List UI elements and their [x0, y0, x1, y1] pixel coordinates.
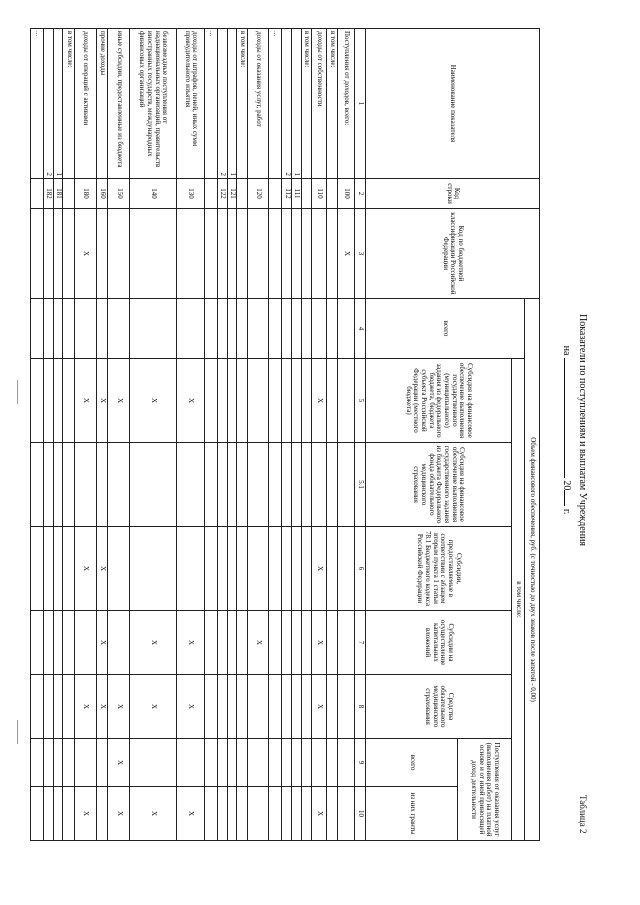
- row-cell: [282, 675, 292, 739]
- row-cell: X: [312, 359, 327, 443]
- row-cell: [31, 739, 44, 787]
- row-cell: X: [177, 359, 205, 443]
- row-code: 182: [44, 179, 54, 209]
- row-cell: [282, 209, 292, 299]
- row-name: 2: [44, 29, 54, 179]
- row-cell: X: [312, 611, 327, 675]
- row-cell: [177, 443, 205, 527]
- row-code: 111: [292, 179, 302, 209]
- table-row: [177, 29, 205, 841]
- row-cell: [301, 527, 312, 611]
- row-cell: X: [96, 611, 108, 675]
- date-blank: [564, 358, 574, 478]
- row-code: [31, 179, 44, 209]
- row-cell: [282, 611, 292, 675]
- row-cell: [227, 359, 237, 443]
- row-cell: [129, 527, 176, 611]
- row-cell: [75, 299, 96, 359]
- table-row: [312, 29, 327, 841]
- row-cell: [237, 739, 248, 787]
- row-cell: [63, 527, 75, 611]
- row-cell: [237, 209, 248, 299]
- row-cell: [205, 739, 218, 787]
- row-code: 121: [227, 179, 237, 209]
- row-cell: [217, 443, 227, 527]
- row-cell: [292, 675, 302, 739]
- row-cell: X: [177, 787, 205, 841]
- row-cell: [217, 611, 227, 675]
- row-cell: [282, 359, 292, 443]
- row-cell: [227, 299, 237, 359]
- row-cell: X: [248, 611, 269, 675]
- row-cell: [177, 299, 205, 359]
- row-cell: [205, 787, 218, 841]
- row-name: доходы от оказания услуг, работ: [248, 29, 269, 179]
- row-name: 1: [53, 29, 63, 179]
- row-cell: [292, 359, 302, 443]
- row-cell: [205, 611, 218, 675]
- row-cell: [292, 787, 302, 841]
- row-code: 140: [129, 179, 176, 209]
- row-code: 130: [177, 179, 205, 209]
- header-col-10: из них гранты: [366, 787, 458, 841]
- row-name: ...: [205, 29, 218, 179]
- row-cell: [292, 443, 302, 527]
- row-name: в том числе:: [237, 29, 248, 179]
- row-cell: [301, 675, 312, 739]
- date-line: [561, 300, 574, 560]
- row-cell: [338, 675, 355, 739]
- row-cell: X: [177, 611, 205, 675]
- column-number-9: 9: [355, 739, 366, 787]
- table-row: [96, 29, 108, 841]
- column-number-8: 8: [355, 675, 366, 739]
- table-row: [327, 29, 338, 841]
- column-number-5: 5.1: [355, 443, 366, 527]
- row-code: 100: [338, 179, 355, 209]
- row-cell: X: [312, 675, 327, 739]
- row-cell: [75, 611, 96, 675]
- row-cell: X: [338, 209, 355, 299]
- row-cell: [63, 675, 75, 739]
- row-cell: [327, 787, 338, 841]
- header-col-9: всего: [366, 739, 458, 787]
- row-cell: [31, 443, 44, 527]
- row-cell: [217, 359, 227, 443]
- table-row: [75, 29, 96, 841]
- row-cell: [292, 209, 302, 299]
- row-code: [301, 179, 312, 209]
- year-blank: [564, 490, 574, 506]
- row-cell: [338, 527, 355, 611]
- row-cell: [338, 299, 355, 359]
- row-cell: [217, 787, 227, 841]
- row-cell: [312, 209, 327, 299]
- row-cell: [205, 299, 218, 359]
- row-name: в том числе:: [327, 29, 338, 179]
- row-cell: X: [312, 527, 327, 611]
- row-cell: [282, 443, 292, 527]
- row-code: 110: [312, 179, 327, 209]
- row-name: доходы от операций с активами: [75, 29, 96, 179]
- row-cell: X: [75, 527, 96, 611]
- row-name: ...: [31, 29, 44, 179]
- row-cell: X: [129, 675, 176, 739]
- row-cell: [53, 359, 63, 443]
- row-cell: [63, 739, 75, 787]
- row-cell: [301, 443, 312, 527]
- row-cell: [327, 299, 338, 359]
- row-cell: [205, 443, 218, 527]
- column-number-1: 2: [355, 179, 366, 209]
- row-cell: [301, 611, 312, 675]
- row-cell: [129, 209, 176, 299]
- row-code: [269, 179, 282, 209]
- row-cell: X: [75, 209, 96, 299]
- row-cell: [282, 787, 292, 841]
- row-cell: [237, 675, 248, 739]
- row-cell: [327, 209, 338, 299]
- date-prefix: на: [561, 345, 572, 356]
- row-cell: [53, 787, 63, 841]
- row-code: 120: [248, 179, 269, 209]
- row-cell: [217, 739, 227, 787]
- row-cell: [44, 527, 54, 611]
- header-bk: Код по бюджетной классификации Российской Федерации: [366, 209, 540, 299]
- row-cell: [292, 299, 302, 359]
- table-row: [63, 29, 75, 841]
- row-code: 150: [108, 179, 129, 209]
- row-cell: [269, 443, 282, 527]
- table-body: [31, 29, 540, 841]
- table-row: [301, 29, 312, 841]
- row-cell: [292, 611, 302, 675]
- row-cell: [227, 739, 237, 787]
- row-cell: [301, 209, 312, 299]
- row-name: 1: [227, 29, 237, 179]
- table-row: [108, 29, 129, 841]
- row-cell: [96, 299, 108, 359]
- row-cell: [338, 611, 355, 675]
- row-cell: [31, 209, 44, 299]
- column-number-10: 10: [355, 787, 366, 841]
- row-cell: [237, 527, 248, 611]
- row-cell: [248, 209, 269, 299]
- row-name: доходы от собственности: [312, 29, 327, 179]
- row-cell: [177, 527, 205, 611]
- row-cell: [269, 527, 282, 611]
- row-code: 180: [75, 179, 96, 209]
- row-cell: [227, 611, 237, 675]
- row-code: 181: [53, 179, 63, 209]
- row-cell: [63, 299, 75, 359]
- row-cell: [129, 443, 176, 527]
- row-name: в том числе:: [63, 29, 75, 179]
- table-row: [227, 29, 237, 841]
- row-cell: [282, 739, 292, 787]
- row-cell: [53, 739, 63, 787]
- row-cell: [227, 527, 237, 611]
- row-cell: X: [96, 359, 108, 443]
- year-suffix: г.: [561, 508, 572, 515]
- row-cell: [338, 359, 355, 443]
- row-cell: [129, 739, 176, 787]
- row-code: 122: [217, 179, 227, 209]
- row-name: Поступления от доходов, всего:: [338, 29, 355, 179]
- row-cell: [248, 359, 269, 443]
- row-cell: [44, 359, 54, 443]
- row-cell: [312, 739, 327, 787]
- row-name: доходы от штрафов, пеней, иных сумм принудительного изъятия: [177, 29, 205, 179]
- row-cell: [205, 675, 218, 739]
- table-row: [248, 29, 269, 841]
- row-cell: [63, 787, 75, 841]
- document-title: Показатели по поступлениям и выплатам Учреждения: [577, 313, 588, 547]
- row-cell: [338, 443, 355, 527]
- row-cell: [327, 443, 338, 527]
- row-cell: [269, 675, 282, 739]
- row-cell: [269, 611, 282, 675]
- row-cell: [327, 675, 338, 739]
- row-cell: [248, 299, 269, 359]
- row-cell: [53, 675, 63, 739]
- row-cell: [301, 359, 312, 443]
- row-cell: X: [75, 359, 96, 443]
- column-number-4: 5: [355, 359, 366, 443]
- table-row: [129, 29, 176, 841]
- year-prefix: 20: [561, 480, 572, 491]
- row-cell: [282, 527, 292, 611]
- row-cell: X: [129, 787, 176, 841]
- row-cell: [217, 209, 227, 299]
- table-row: [269, 29, 282, 841]
- row-cell: [237, 443, 248, 527]
- row-cell: [96, 209, 108, 299]
- row-cell: [177, 739, 205, 787]
- scan-mark: [17, 380, 18, 404]
- row-cell: [327, 527, 338, 611]
- header-group: Объем финансового обеспечения, руб. (с точностью до двух знаков после запятой - 0,00): [524, 299, 539, 841]
- table-caption: Таблица 2: [578, 795, 588, 834]
- row-cell: [44, 787, 54, 841]
- row-cell: [248, 787, 269, 841]
- row-cell: X: [129, 611, 176, 675]
- row-cell: X: [108, 787, 129, 841]
- column-number-6: 6: [355, 527, 366, 611]
- row-cell: [217, 299, 227, 359]
- row-cell: [301, 299, 312, 359]
- row-name: ...: [269, 29, 282, 179]
- row-cell: [269, 739, 282, 787]
- row-cell: [44, 443, 54, 527]
- header-name: Наименование показателя: [366, 29, 540, 179]
- row-cell: [338, 739, 355, 787]
- row-cell: X: [75, 675, 96, 739]
- row-code: [205, 179, 218, 209]
- row-cell: [217, 675, 227, 739]
- row-cell: [327, 611, 338, 675]
- table-row: [338, 29, 355, 841]
- row-cell: [96, 787, 108, 841]
- row-cell: [31, 675, 44, 739]
- header-code: Код строки: [366, 179, 540, 209]
- row-code: [327, 179, 338, 209]
- header-col-7: Субсидии на осуществление капитальных вложений: [366, 611, 512, 675]
- row-cell: [31, 299, 44, 359]
- row-cell: [301, 739, 312, 787]
- row-name: 1: [292, 29, 302, 179]
- row-cell: [96, 443, 108, 527]
- row-cell: [292, 527, 302, 611]
- row-cell: [44, 299, 54, 359]
- row-cell: X: [108, 675, 129, 739]
- row-name: в том числе:: [301, 29, 312, 179]
- row-cell: X: [108, 359, 129, 443]
- row-cell: [205, 527, 218, 611]
- row-cell: [237, 299, 248, 359]
- column-number-2: 3: [355, 209, 366, 299]
- header-col-6: Субсидии, предоставляемые в соответствии с абзацем вторым пункта 1 статьи 78.1 Бюджетного кодекса Российской Федерации: [366, 527, 512, 611]
- table-row: [44, 29, 54, 841]
- row-cell: [327, 359, 338, 443]
- row-cell: [75, 443, 96, 527]
- row-cell: [312, 443, 327, 527]
- row-cell: X: [312, 787, 327, 841]
- row-cell: [63, 209, 75, 299]
- table-row: [217, 29, 227, 841]
- row-name: безвозмездные поступления от наднациональных организаций, правительств иностранных государств, международных финансовых организаций: [129, 29, 176, 179]
- row-cell: [292, 739, 302, 787]
- row-cell: [63, 443, 75, 527]
- table-row: [205, 29, 218, 841]
- row-cell: [248, 675, 269, 739]
- row-code: [63, 179, 75, 209]
- row-cell: [282, 299, 292, 359]
- row-cell: X: [75, 787, 96, 841]
- row-cell: [227, 787, 237, 841]
- row-cell: [31, 611, 44, 675]
- row-cell: X: [177, 675, 205, 739]
- row-cell: [108, 527, 129, 611]
- row-cell: [248, 527, 269, 611]
- header-col-8: Средства обязательного медицинского страхования: [366, 675, 512, 739]
- row-cell: [301, 787, 312, 841]
- table-row: [53, 29, 63, 841]
- column-number-0: 1: [355, 29, 366, 179]
- row-cell: [237, 611, 248, 675]
- row-cell: [269, 299, 282, 359]
- row-cell: [269, 787, 282, 841]
- table-row: [31, 29, 44, 841]
- row-cell: [217, 527, 227, 611]
- column-number-7: 7: [355, 611, 366, 675]
- row-cell: [44, 739, 54, 787]
- row-name: иные субсидии, предоставленные из бюджета: [108, 29, 129, 179]
- row-code: [237, 179, 248, 209]
- row-cell: [269, 359, 282, 443]
- row-cell: [248, 739, 269, 787]
- row-cell: [53, 443, 63, 527]
- row-name: прочие доходы: [96, 29, 108, 179]
- row-cell: [237, 787, 248, 841]
- row-cell: X: [96, 527, 108, 611]
- row-cell: [31, 787, 44, 841]
- scan-mark: [17, 720, 18, 744]
- header-col-5: Субсидия на финансовое обеспечение выполнения государственного (муниципального) задания из федерального бюджета, бюджета субъекта Российской Федерации (местного бюджета): [366, 359, 512, 443]
- row-cell: [205, 209, 218, 299]
- row-cell: [205, 359, 218, 443]
- row-cell: [63, 359, 75, 443]
- row-cell: [96, 739, 108, 787]
- row-name: 2: [282, 29, 292, 179]
- row-cell: [44, 675, 54, 739]
- row-cell: [237, 359, 248, 443]
- row-cell: [53, 209, 63, 299]
- row-code: 160: [96, 179, 108, 209]
- header-paid: Поступления от оказания услуг (выполнения работ) на платной основе и от иной приносящей доход деятельности: [458, 739, 512, 841]
- row-cell: X: [108, 739, 129, 787]
- table-row: [292, 29, 302, 841]
- row-cell: [53, 527, 63, 611]
- row-cell: [63, 611, 75, 675]
- row-code: 112: [282, 179, 292, 209]
- row-cell: [227, 443, 237, 527]
- row-cell: [108, 299, 129, 359]
- row-cell: X: [96, 675, 108, 739]
- row-cell: X: [129, 359, 176, 443]
- row-cell: [269, 209, 282, 299]
- row-cell: [248, 443, 269, 527]
- column-number-3: 4: [355, 299, 366, 359]
- table-row: [237, 29, 248, 841]
- row-cell: [227, 209, 237, 299]
- row-cell: [108, 209, 129, 299]
- row-cell: [227, 675, 237, 739]
- header-total: всего: [366, 299, 525, 359]
- row-cell: [53, 299, 63, 359]
- row-cell: [338, 787, 355, 841]
- row-cell: [177, 209, 205, 299]
- row-cell: [312, 299, 327, 359]
- row-cell: [75, 739, 96, 787]
- row-cell: [31, 359, 44, 443]
- row-cell: [31, 527, 44, 611]
- row-cell: [108, 443, 129, 527]
- row-name: 2: [217, 29, 227, 179]
- row-cell: [327, 739, 338, 787]
- row-cell: [44, 209, 54, 299]
- row-cell: [108, 611, 129, 675]
- row-cell: [44, 611, 54, 675]
- row-cell: [53, 611, 63, 675]
- column-numbers-row: [355, 29, 366, 841]
- indicators-table: [30, 28, 540, 841]
- row-cell: [129, 299, 176, 359]
- header-subgroup: в том числе:: [512, 359, 525, 841]
- header-col-5-1: Субсидия на финансовое обеспечение выполнения государственного задания из бюджета Федерального фонда обязательного медицинского страхования: [366, 443, 512, 527]
- table-row: [282, 29, 292, 841]
